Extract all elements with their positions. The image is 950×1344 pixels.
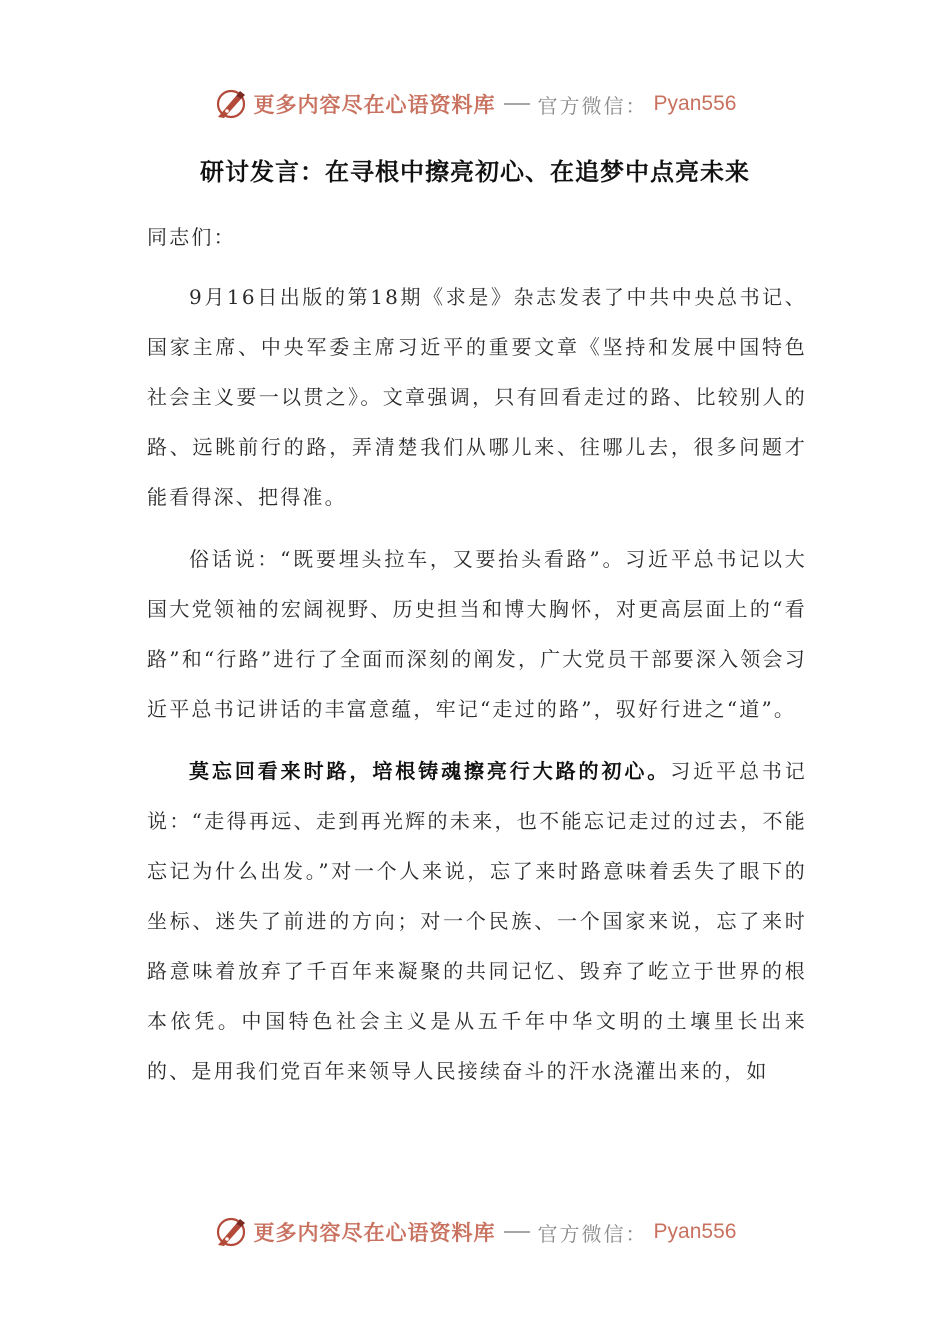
brand-text: 更多内容尽在心语资料库 xyxy=(253,1220,496,1245)
paragraph-2 xyxy=(147,534,807,734)
pen-nib-circle-icon xyxy=(214,1215,248,1249)
greeting: 同志们： xyxy=(147,225,236,249)
document-body xyxy=(147,212,807,1108)
wechat-id: Pyan556 xyxy=(653,1220,737,1243)
paragraph-text: 9月16日出版的第18期《求是》杂志发表了中共中央总书记、国家主席、中央军委主席习近平的重要文章《坚持和发展中国特色社会主义要一以贯之》。文章强调，只有回看走过的路、比较别人的路、远眺前行的路，弄清楚我们从哪儿来、往哪儿去，很多问题才能看得深、把得准。 xyxy=(147,285,807,509)
paragraph-3 xyxy=(147,746,807,1096)
paragraph-1 xyxy=(147,272,807,522)
footer-banner xyxy=(0,1212,950,1252)
wechat-label: 官方微信： xyxy=(537,1221,648,1246)
header-banner xyxy=(0,84,950,124)
wechat-id: Pyan556 xyxy=(653,92,737,115)
paragraph-text: 俗话说：“既要埋头拉车，又要抬头看路”。习近平总书记以大国大党领袖的宏阔视野、历史担当和博大胸怀，对更高层面上的“看路”和“行路”进行了全面而深刻的阐发，广大党员干部要深入领会习近平总书记讲话的丰富意蕴，牢记“走过的路”，驭好行进之“道”。 xyxy=(147,547,807,721)
divider-dash xyxy=(504,1231,530,1233)
pen-nib-circle-icon xyxy=(214,87,248,121)
paragraph-text: 习近平总书记说：“走得再远、走到再光辉的未来，也不能忘记走过的过去，不能忘记为什么出发。”对一个人来说，忘了来时路意味着丢失了眼下的坐标、迷失了前进的方向；对一个民族、一个国家来说，忘了来时路意味着放弃了千百年来凝聚的共同记忆、毁弃了屹立于世界的根本依凭。中国特色社会主义是从五千年中华文明的土壤里长出来的、是用我们党百年来领导人民接续奋斗的汗水浇灌出来的，如 xyxy=(147,759,807,1083)
document-title: 研讨发言：在寻根中擦亮初心、在追梦中点亮未来 xyxy=(200,157,750,186)
wechat-label: 官方微信： xyxy=(537,93,648,118)
divider-dash xyxy=(504,103,530,105)
brand-text: 更多内容尽在心语资料库 xyxy=(253,92,496,117)
paragraph-lead-bold: 莫忘回看来时路，培根铸魂擦亮行大路的初心。 xyxy=(189,759,671,783)
